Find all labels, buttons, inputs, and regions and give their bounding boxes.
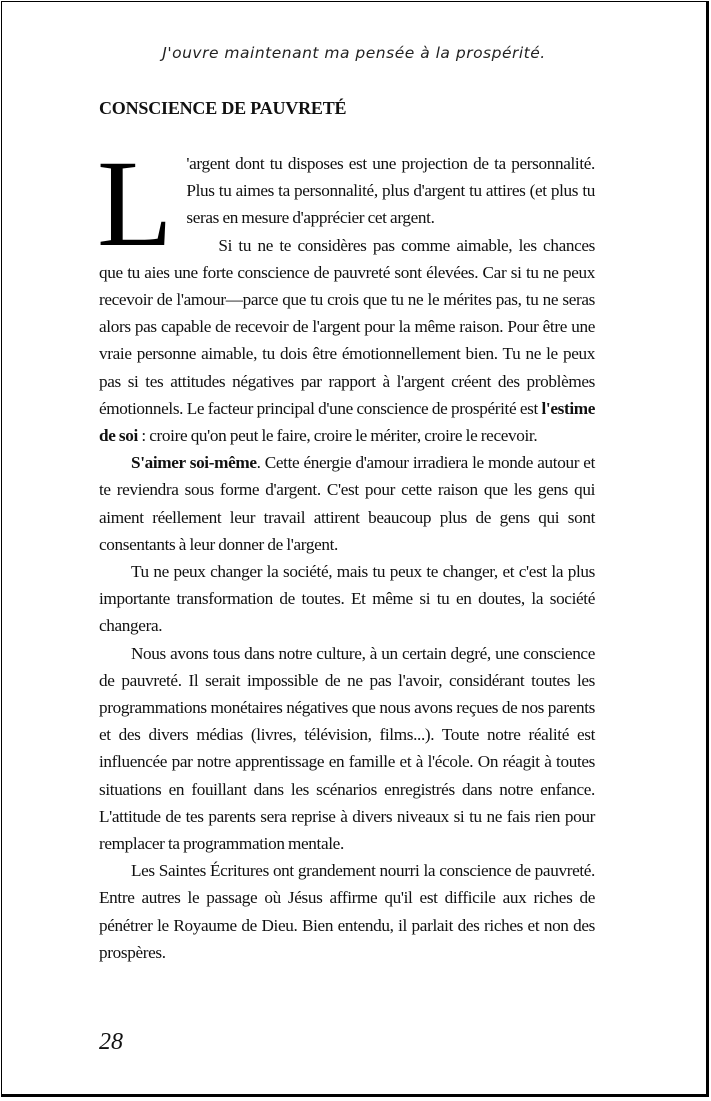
book-page (1, 1, 709, 1097)
paragraph-6-text: Les Saintes Écritures ont grandement nourri la conscience de pauvreté. Entre autres le passage où Jésus affirme qu'il est difficile aux riches de pénétrer le Royaume de Dieu. Bien entendu, il parlait des riches et non des prospères. (99, 861, 595, 962)
paragraph-2-text-b: : croire qu'on peut le faire, croire le mériter, croire le recevoir. (137, 426, 538, 446)
chapter-title: CONSCIENCE DE PAUVRETÉ (99, 98, 347, 118)
paragraph-2 (99, 232, 595, 450)
paragraph-4 (99, 558, 595, 640)
paragraph-6 (99, 857, 595, 966)
paragraph-2-emphasis: l'estime de soi (99, 398, 595, 446)
paragraph-2-text-a: Si tu ne te considères pas comme aimable, les chances que tu aies une forte conscience de pauvreté sont élevées. Car si tu ne peux recevoir de l'amour—parce que tu crois que tu ne le mérites pas, tu ne seras alors pas capable de recevoir de l'argent pour la même raison. Pour être une vraie personne aimable, tu dois être émotionnellement bien. Tu ne le peux pas si tes attitudes négatives par rapport à l'argent créent des problèmes émotionnels. Le facteur principal d'une conscience de prospérité est (99, 235, 595, 418)
paragraph-5-text: Nous avons tous dans notre culture, à un certain degré, une conscience de pauvreté. Il serait impossible de ne pas l'avoir, considérant toutes les programmations monétaires négatives que nous avons reçues de nos parents et des divers médias (livres, télévision, films...). Toute notre réalité est influencée par notre apprentissage en famille et à l'école. On réagit à toutes situations en fouillant dans les scénarios enregistrés dans notre enfance. L'attitude de tes parents sera reprise à divers niveaux si tu ne fais rien pour remplacer ta programmation mentale. (99, 643, 595, 854)
page-number: 28 (99, 1029, 123, 1055)
paragraph-5 (99, 640, 595, 858)
paragraph-3 (99, 449, 595, 558)
body-text (97, 135, 595, 966)
drop-cap: L (97, 135, 173, 272)
paragraph-1 (99, 150, 595, 232)
paragraph-1-text: 'argent dont tu disposes est une projection de ta personnalité. Plus tu aimes ta personnalité, plus d'argent tu attires (et plus tu seras en mesure d'apprécier cet argent. (186, 154, 595, 228)
paragraph-3-text: . Cette énergie d'amour irradiera le monde autour et te reviendra sous forme d'argent. C'est pour cette raison que les gens qui aiment réellement leur travail attirent beaucoup plus de gens qui sont consentants à leur donner de l'argent. (99, 453, 595, 554)
running-head: J'ouvre maintenant ma pensée à la prospérité. (162, 44, 546, 62)
paragraph-3-emphasis: S'aimer soi-même (131, 453, 257, 473)
paragraph-4-text: Tu ne peux changer la société, mais tu peux te changer, et c'est la plus importante transformation de toutes. Et même si tu en doutes, la société changera. (99, 562, 595, 636)
